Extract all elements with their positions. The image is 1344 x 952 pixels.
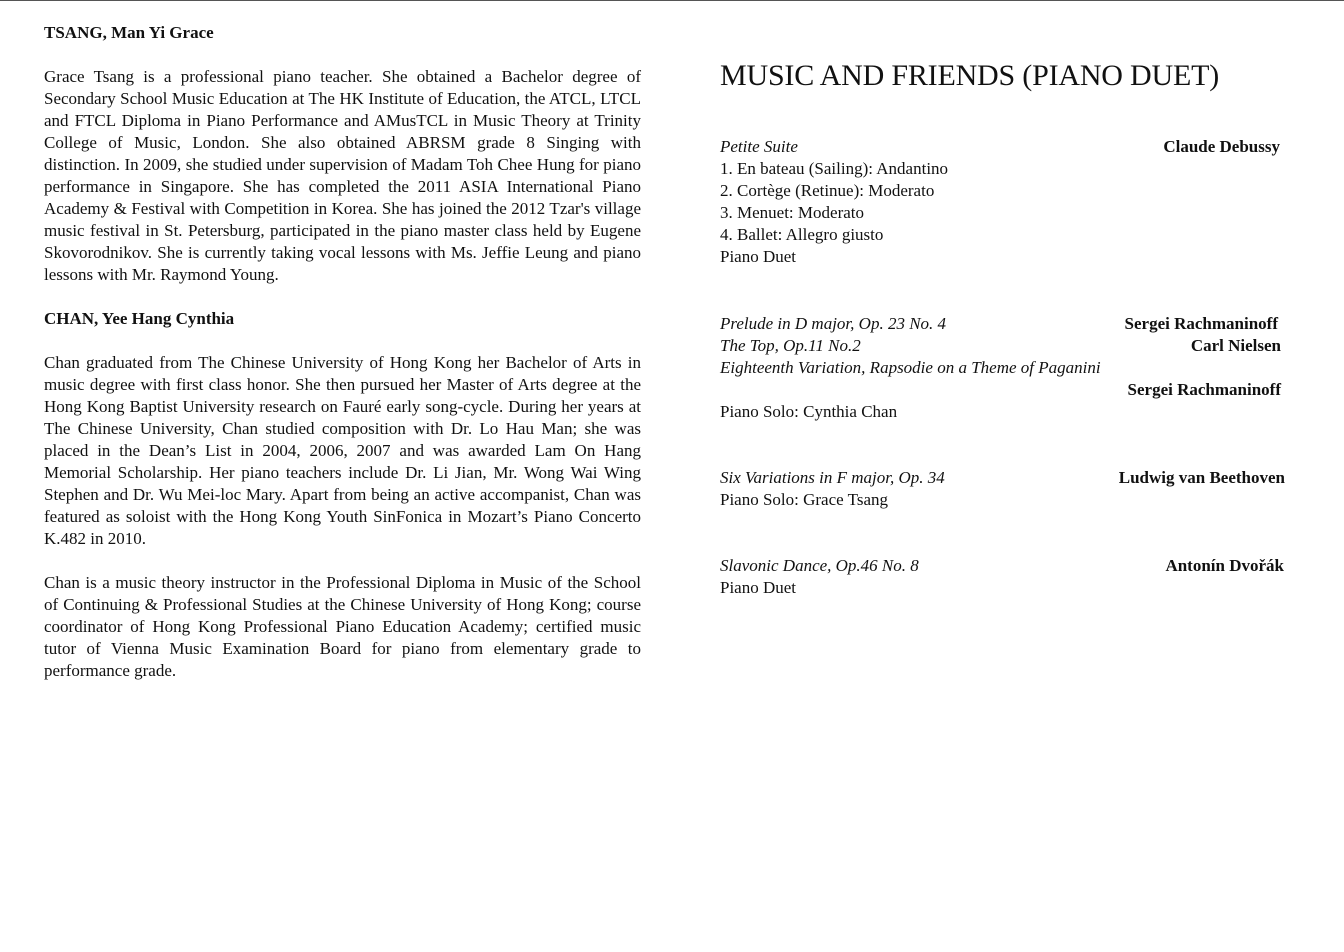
bio-paragraph: Chan graduated from The Chinese University of Hong Kong her Bachelor of Arts in music degree with first class honor. She then pursued her Master of Arts degree at the Hong Kong Baptist University research on Fauré early song-cycle. During her years at The Chinese University, Chan studied composition with Dr. Lo Hau Man; she was placed in the Dean’s List in 2004, 2006, 2007 and was awarded Lam On Hang Memorial Scholarship. Her piano teachers include Dr. Li Jian, Mr. Wong Wai Wing Stephen and Dr. Wu Mei-loc Mary. Apart from being an active accompanist, Chan was featured as soloist with the Hong Kong Youth SinFonica in Mozart’s Piano Concerto K.482 in 2010. — [44, 353, 641, 548]
work-title: Eighteenth Variation, Rapsodie on a Theme of Paganini — [720, 358, 1101, 377]
work-title: Petite Suite — [720, 137, 798, 156]
composer-name: Claude Debussy — [1163, 137, 1280, 156]
bio-name: CHAN, Yee Hang Cynthia — [44, 309, 235, 328]
bio-name: TSANG, Man Yi Grace — [44, 23, 214, 42]
composer-name: Antonín Dvořák — [1165, 556, 1284, 575]
bio-paragraph: Chan is a music theory instructor in the Professional Diploma in Music of the School of Continuing & Professional Studies at the Chinese University of Hong Kong; course coordinator of Hong Kong Professional Piano Education Academy; certified music tutor of Vienna Music Examination Board for piano from elementary grade to performance grade. — [44, 573, 641, 680]
top-border — [0, 0, 1344, 1]
composer-name: Carl Nielsen — [1190, 336, 1281, 355]
movement-item: 4. Ballet: Allegro giusto — [720, 225, 884, 244]
work-title: The Top, Op.11 No.2 — [720, 336, 861, 355]
performers: Piano Duet — [720, 578, 797, 597]
bios-column — [44, 22, 641, 704]
bio-tsang — [44, 22, 641, 286]
composer-name: Ludwig van Beethoven — [1118, 468, 1285, 487]
program-column — [720, 58, 1286, 597]
movement-item: 1. En bateau (Sailing): Andantino — [720, 159, 949, 178]
program-item-solo-chan — [720, 313, 1286, 423]
work-title: Six Variations in F major, Op. 34 — [720, 468, 945, 487]
performers: Piano Solo: Cynthia Chan — [720, 402, 898, 421]
program-item-beethoven — [720, 467, 1286, 511]
program-title: MUSIC AND FRIENDS (PIANO DUET) — [720, 59, 1220, 92]
program-item-dvorak — [720, 555, 1286, 599]
composer-name: Sergei Rachmaninoff — [1124, 314, 1278, 333]
bio-paragraph: Grace Tsang is a professional piano teacher. She obtained a Bachelor degree of Secondary School Music Education at The HK Institute of Education, the ATCL, LTCL and FTCL Diploma in Piano Performance and AMusTCL in Music Theory at Trinity College of Music, London. She also obtained ABRSM grade 8 Singing with distinction. In 2009, she studied under supervision of Madam Toh Chee Hung for piano performance in Singapore. She has completed the 2011 ASIA International Piano Academy & Festival with Competition in Korea. She has joined the 2012 Tzar's village music festival in St. Petersburg, participated in the piano master class held by Eugene Skovorodnikov. She is currently taking vocal lessons with Ms. Jeffie Leung and piano lessons with Mr. Raymond Young. — [44, 67, 641, 284]
movement-item: 2. Cortège (Retinue): Moderato — [720, 181, 935, 200]
bio-chan — [44, 308, 641, 682]
program-item-debussy — [720, 136, 1286, 268]
performers: Piano Solo: Grace Tsang — [720, 490, 888, 509]
movement-item: 3. Menuet: Moderato — [720, 203, 864, 222]
performers: Piano Duet — [720, 247, 797, 266]
work-title: Prelude in D major, Op. 23 No. 4 — [720, 314, 947, 333]
composer-name: Sergei Rachmaninoff — [1127, 380, 1281, 399]
work-title: Slavonic Dance, Op.46 No. 8 — [720, 556, 919, 575]
